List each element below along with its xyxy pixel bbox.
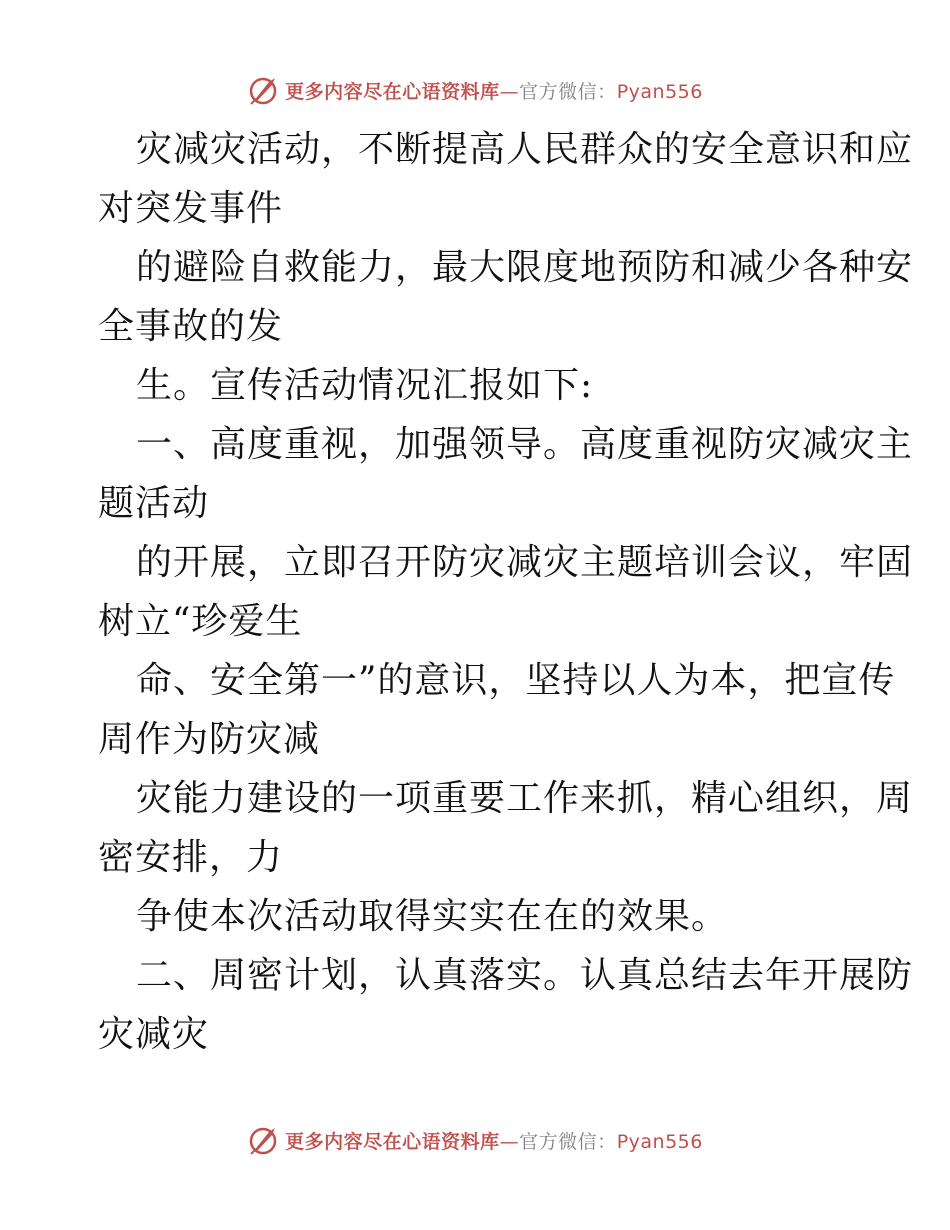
body-line: 树立“珍爱生 (98, 601, 303, 642)
body-line: 的避险自救能力，最大限度地预防和减少各种安 (136, 247, 914, 288)
quill-pen-logo-icon (247, 74, 279, 106)
watermark-title: 更多内容尽在心语资料库 (285, 1130, 500, 1153)
body-line: 灾减灾 (98, 1014, 210, 1055)
body-line: 周作为防灾减 (98, 719, 321, 760)
watermark-official-label: 官方微信： (519, 80, 617, 103)
body-line: 二、周密计划，认真落实。认真总结去年开展防 (136, 955, 914, 996)
watermark-wechat-id: Pyan556 (616, 1130, 703, 1153)
watermark-official-label: 官方微信： (519, 1130, 617, 1153)
body-line: 灾能力建设的一项重要工作来抓，精心组织，周 (136, 778, 914, 819)
body-line: 命、安全第一”的意识，坚持以人为本，把宣传 (136, 660, 896, 701)
body-line: 全事故的发 (98, 306, 284, 347)
watermark-wechat-id: Pyan556 (616, 80, 703, 103)
watermark-separator: — (499, 1130, 520, 1153)
body-line: 争使本次活动取得实实在在的效果。 (136, 896, 729, 937)
body-line: 一、高度重视，加强领导。高度重视防灾减灾主 (136, 424, 914, 465)
body-line: 灾减灾活动，不断提高人民群众的安全意识和应 (136, 129, 914, 170)
watermark-text (285, 1127, 703, 1154)
header-watermark (0, 72, 950, 108)
watermark-text (285, 77, 703, 104)
body-line: 生。宣传活动情况汇报如下: (136, 365, 594, 406)
body-line: 题活动 (98, 483, 210, 524)
document-body (98, 120, 914, 1064)
body-line: 对突发事件 (98, 188, 284, 229)
body-line: 密安排，力 (98, 837, 284, 878)
watermark-separator: — (499, 80, 520, 103)
quill-pen-logo-icon (247, 1124, 279, 1156)
body-line: 的开展，立即召开防灾减灾主题培训会议，牢固 (136, 542, 914, 583)
watermark-title: 更多内容尽在心语资料库 (285, 80, 500, 103)
footer-watermark (0, 1122, 950, 1158)
